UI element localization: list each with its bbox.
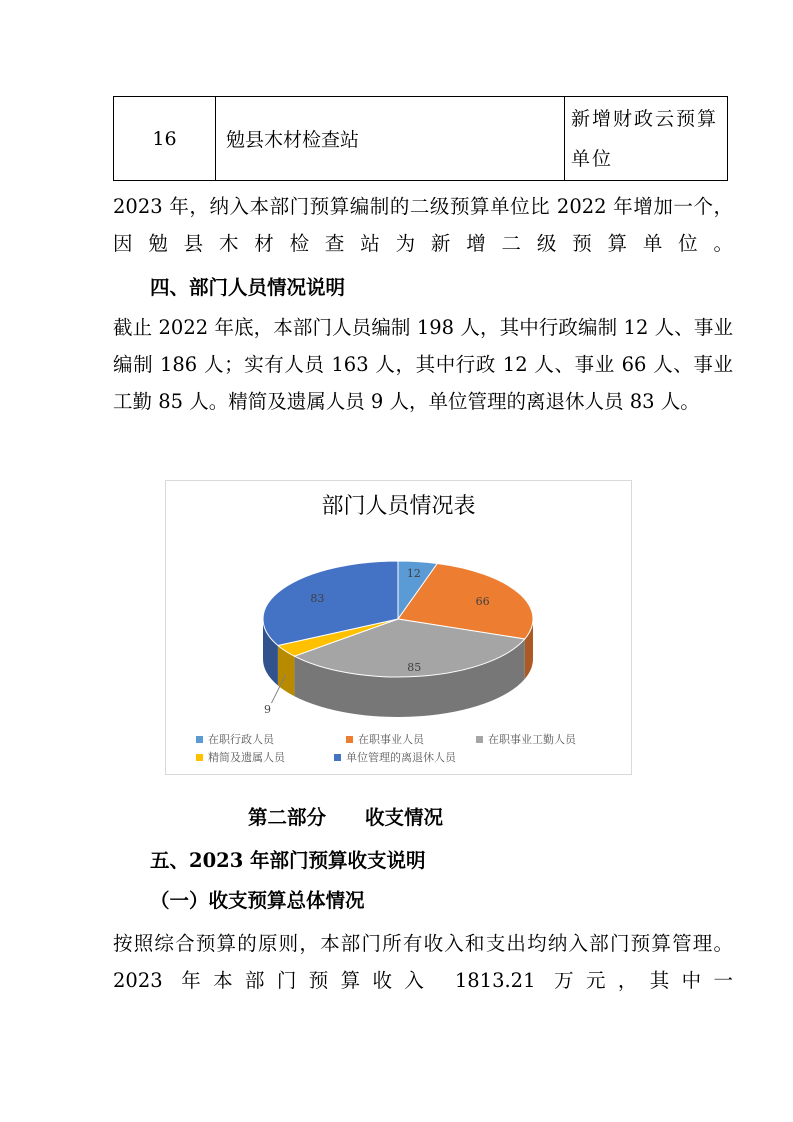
data-label-0: 12 [406,567,421,581]
data-label-3: 9 [263,703,271,717]
legend-item-4 [334,749,456,765]
staff-chart [165,480,632,775]
legend-swatch [196,736,203,743]
unit-name: 勉县木材检查站 [216,97,565,181]
legend-swatch [334,754,341,761]
legend-swatch [476,736,483,743]
heading-budget: 五、2023 年部门预算收支说明 [150,849,426,872]
units-table [113,96,728,181]
legend-label: 在职事业工勤人员 [488,733,576,746]
legend-item-1 [346,731,424,747]
unit-note: 新增财政云预算单位 [565,97,728,181]
legend-item-3 [196,749,285,765]
table-row [114,97,728,181]
legend-label: 单位管理的离退休人员 [346,751,456,764]
paragraph-secondary-units: 2023 年，纳入本部门预算编制的二级预算单位比 2022 年增加一个，因勉县木材检查站为新增二级预算单位。 [113,195,733,255]
legend-label: 在职行政人员 [208,733,274,746]
legend-label: 在职事业人员 [358,733,424,746]
paragraph-budget: 按照综合预算的原则，本部门所有收入和支出均纳入部门预算管理。2023 年本部门预算收入 1813.21 万元，其中一 [113,932,733,992]
legend-swatch [346,736,353,743]
pie-chart [166,521,631,721]
legend-item-0 [196,731,274,747]
row-number: 16 [114,97,216,181]
paragraph-staff: 截止 2022 年底，本部门人员编制 198 人，其中行政编制 12 人、事业编制 186 人；实有人员 163 人，其中行政 12 人、事业 66 人、事业工勤 85 人。精简及遗属人员 9 人，单位管理的离退休人员 83 人。 [113,316,733,413]
data-label-4: 83 [310,591,325,605]
legend-label: 精简及遗属人员 [208,751,285,764]
chart-title: 部门人员情况表 [321,494,476,519]
data-label-1: 66 [475,594,490,608]
legend-swatch [196,754,203,761]
heading-overall: （一）收支预算总体情况 [150,889,365,912]
legend-item-2 [476,731,576,747]
heading-staff: 四、部门人员情况说明 [150,276,346,299]
part-two-title: 第二部分 收支情况 [248,806,444,829]
data-label-2: 85 [407,660,422,674]
